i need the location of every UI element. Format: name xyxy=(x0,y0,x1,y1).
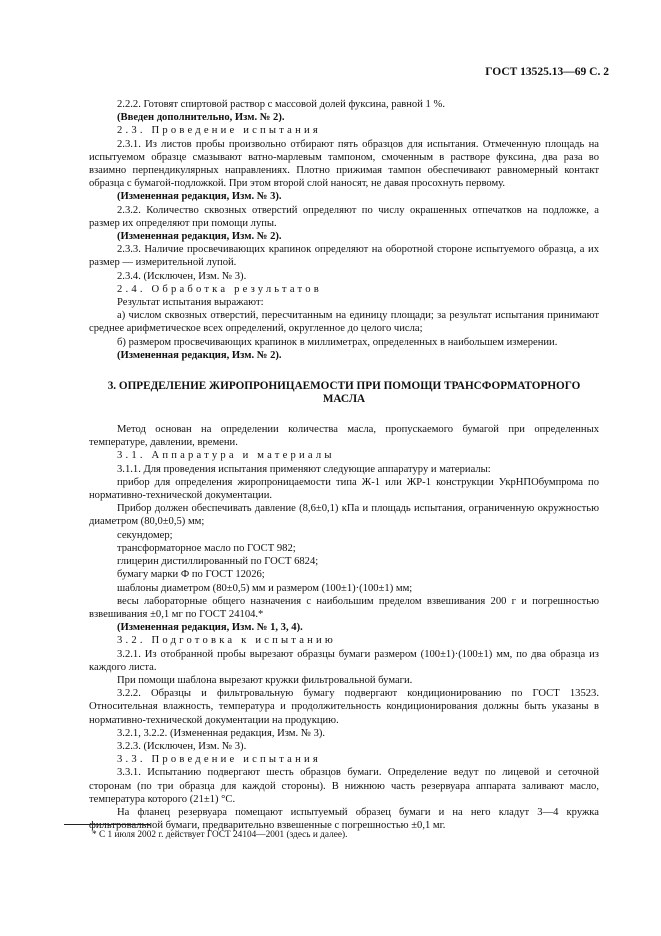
paragraph: шаблоны диаметром (80±0,5) мм и размером (100±1)·(100±1) мм; xyxy=(117,582,413,594)
paragraph: Метод основан на определении количества масла, пропускаемого бумагой при определенных температуре, давлении, времени. xyxy=(89,424,599,449)
paragraph: 3.2.2. Образцы и фильтровальную бумагу подвергают кондиционированию по ГОСТ 13523. Относительная влажность, температура и продолжительность кондиционирования должны быть указаны в нормативно-технической документации на продукцию. xyxy=(89,688,599,726)
paragraph: Результат испытания выражают: xyxy=(117,297,264,309)
paragraph: 2.3. Проведение испытания xyxy=(117,125,321,137)
paragraph: Прибор должен обеспечивать давление (8,6±0,1) кПа и площадь испытания, ограниченную окружностью диаметром (80,0±0,5) мм; xyxy=(89,503,599,528)
paragraph: б) размером просвечивающих крапинок в миллиметрах, определенных в наибольшем измерении. xyxy=(117,336,558,348)
footnote: * С 1 июля 2002 г. действует ГОСТ 24104—2001 (здесь и далее). xyxy=(92,830,348,840)
paragraph: При помощи шаблона вырезают кружки фильтровальной бумаги. xyxy=(117,674,413,686)
paragraph: На фланец резервуара помещают испытуемый образец бумаги и на него кладут 3—4 кружка фильтровальной бумаги, предварительно взвешенные с погрешностью ±0,1 мг. xyxy=(89,806,599,832)
paragraph: 2.4. Обработка результатов xyxy=(117,283,322,295)
document-body xyxy=(89,98,599,832)
paragraph: 3.1. Аппаратура и материалы xyxy=(117,450,335,462)
section-3-title: 3. ОПРЕДЕЛЕНИЕ ЖИРОПРОНИЦАЕМОСТИ ПРИ ПОМОЩИ ТРАНСФОРМАТОРНОГО МАСЛА xyxy=(107,380,581,406)
paragraph: весы лабораторные общего назначения с наибольшим пределом взвешивания 200 г и погрешностью взвешивания ±0,1 мг по ГОСТ 24104.* xyxy=(89,595,599,620)
section-2-text xyxy=(89,98,599,362)
paragraph: (Измененная редакция, Изм. № 2). xyxy=(117,349,282,361)
paragraph: 3.2. Подготовка к испытанию xyxy=(117,635,337,647)
paragraph: (Измененная редакция, Изм. № 2). xyxy=(117,231,282,243)
paragraph: 3.2.1, 3.2.2. (Измененная редакция, Изм. № 3). xyxy=(117,727,326,739)
section-3-text xyxy=(89,423,599,832)
paragraph: прибор для определения жиропроницаемости типа Ж-1 или ЖР-1 конструкции УкрНПОбумпрома по нормативно-технической документации. xyxy=(89,476,599,502)
paragraph: бумагу марки Ф по ГОСТ 12026; xyxy=(117,569,265,581)
paragraph: а) числом сквозных отверстий, пересчитанным на единицу площади; за результат испытания принимают среднее арифметическое всех определений, округленное до целого числа; xyxy=(89,310,599,335)
paragraph: 3.2.1. Из отобранной пробы вырезают образцы бумаги размером (100±1)·(100±1) мм, по два образца из каждого листа. xyxy=(89,648,599,673)
page-header: ГОСТ 13525.13—69 С. 2 xyxy=(485,66,609,78)
paragraph: 2.3.1. Из листов пробы произвольно отбирают пять образцов для испытания. Отмеченную площадь на испытуемом образце смазывают ватно-марлевым тампоном, смоченным в растворе фуксина, два раза во взаимно перпендикулярных направлениях. Плотно прижимая тампон обеспечивают равномерный контакт образца с бумагой-подложкой. При этом второй слой наносят, не давая просохнуть первому. xyxy=(89,138,599,190)
paragraph: 3.1.1. Для проведения испытания применяют следующие аппаратуру и материалы: xyxy=(117,463,491,475)
paragraph: трансформаторное масло по ГОСТ 982; xyxy=(117,542,296,554)
paragraph: 2.3.3. Наличие просвечивающих крапинок определяют на оборотной стороне испытуемого образца, а их размер — измерительной лупой. xyxy=(89,244,599,269)
paragraph: (Измененная редакция, Изм. № 1, 3, 4). xyxy=(117,622,303,634)
paragraph: (Измененная редакция, Изм. № 3). xyxy=(117,191,282,203)
paragraph: 3.3.1. Испытанию подвергают шесть образцов бумаги. Определение ведут по лицевой и сеточной сторонам (по три образца для каждой стороны). В нижнюю часть резервуара аппарата заливают масло, температура которого (21±1) °С. xyxy=(89,767,599,805)
paragraph: 2.3.2. Количество сквозных отверстий определяют по числу окрашенных отпечатков на подложке, а размер их определяют при помощи лупы. xyxy=(89,204,599,229)
footnote-divider xyxy=(64,824,150,825)
paragraph: (Введен дополнительно, Изм. № 2). xyxy=(117,112,285,124)
paragraph: 2.3.4. (Исключен, Изм. № 3). xyxy=(117,270,247,282)
paragraph: 2.2.2. Готовят спиртовой раствор с массовой долей фуксина, равной 1 %. xyxy=(117,99,445,110)
paragraph: глицерин дистиллированный по ГОСТ 6824; xyxy=(117,556,319,568)
paragraph: 3.3. Проведение испытания xyxy=(117,754,321,766)
paragraph: 3.2.3. (Исключен, Изм. № 3). xyxy=(117,740,247,752)
paragraph: секундомер; xyxy=(117,529,173,541)
